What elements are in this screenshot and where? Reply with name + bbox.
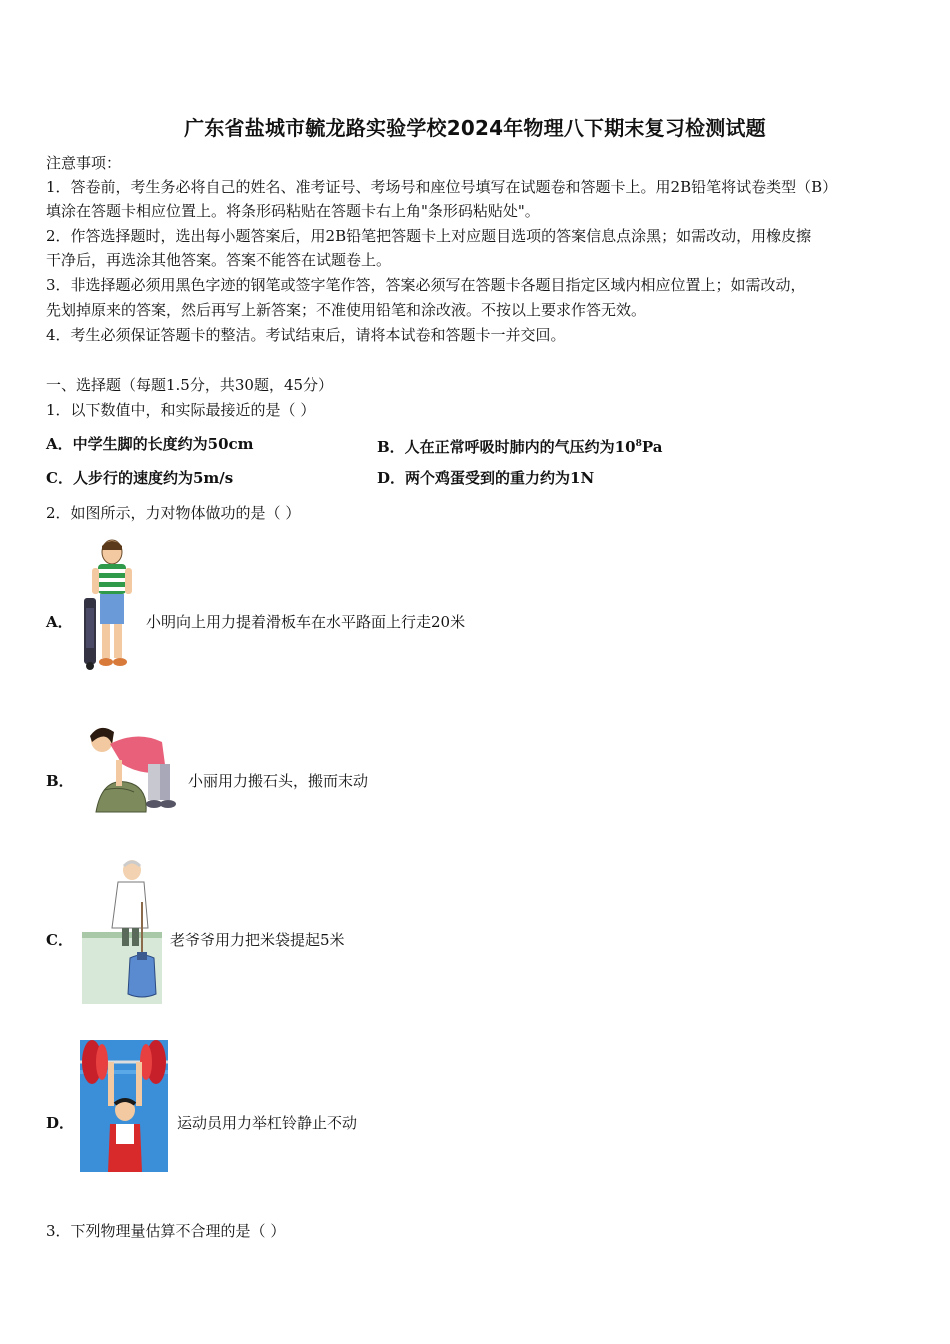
girl-lifting-stone-image (82, 720, 182, 816)
q2-option-a-text: 小明向上用力提着滑板车在水平路面上行走20米 (146, 613, 466, 631)
q3-stem: 3．下列物理量估算不合理的是（ ） (46, 1222, 286, 1240)
notice-line-4: 干净后，再选涂其他答案。答案不能答在试题卷上。 (46, 251, 392, 269)
notice-line-7: 4．考生必须保证答题卡的整洁。考试结束后，请将本试卷和答题卡一并交回。 (46, 326, 566, 344)
notice-line-5: 3．非选择题必须用黑色字迹的钢笔或签字笔作答，答案必须写在答题卡各题目指定区域内相应位置上；如需改动， (46, 276, 806, 294)
boy-with-scooter-image (80, 538, 140, 674)
q1-option-d: D．两个鸡蛋受到的重力约为1N (377, 469, 595, 487)
q1-stem: 1．以下数值中，和实际最接近的是（ ） (46, 401, 316, 419)
notice-line-2: 填涂在答题卡相应位置上。将条形码粘贴在答题卡右上角"条形码粘贴处"。 (46, 202, 540, 220)
q1-option-b-text: B．人在正常呼吸时肺内的气压约为10 (377, 438, 636, 456)
notice-line-3: 2．作答选择题时，选出每小题答案后，用2B铅笔把答题卡上对应题目选项的答案信息点涂黑；如需改动，用橡皮擦 (46, 227, 812, 245)
page-title: 广东省盐城市毓龙路实验学校2024年物理八下期末复习检测试题 (184, 116, 766, 140)
q2-option-c-letter: C． (46, 931, 73, 949)
q1-option-b (377, 433, 662, 458)
q2-option-a-letter: A． (46, 613, 73, 631)
grandpa-lifting-rice-bag-image (82, 858, 162, 1004)
q2-option-d-letter: D． (46, 1114, 75, 1132)
q2-option-d-text: 运动员用力举杠铃静止不动 (177, 1114, 358, 1132)
notice-heading: 注意事项： (46, 154, 122, 172)
q1-option-b-exponent: 8 (635, 439, 642, 449)
q2-option-c-text: 老爷爷用力把米袋提起5米 (170, 931, 345, 949)
q2-stem: 2．如图所示，力对物体做功的是（ ） (46, 504, 301, 522)
notice-line-1: 1．答卷前，考生务必将自己的姓名、准考证号、考场号和座位号填写在试题卷和答题卡上。用2B铅笔将试卷类型（B） (46, 178, 838, 196)
notice-line-6: 先划掉原来的答案，然后再写上新答案；不准使用铅笔和涂改液。不按以上要求作答无效。 (46, 301, 647, 319)
section-heading: 一、选择题（每题1.5分，共30题，45分） (46, 376, 334, 394)
weightlifter-image (80, 1040, 168, 1172)
q1-option-b-unit: Pa (641, 438, 663, 456)
q1-option-a: A．中学生脚的长度约为50cm (46, 435, 254, 453)
q2-option-b-text: 小丽用力搬石头，搬而末动 (188, 772, 369, 790)
q1-option-c: C．人步行的速度约为5m/s (46, 469, 234, 487)
q2-option-b-letter: B． (46, 772, 74, 790)
